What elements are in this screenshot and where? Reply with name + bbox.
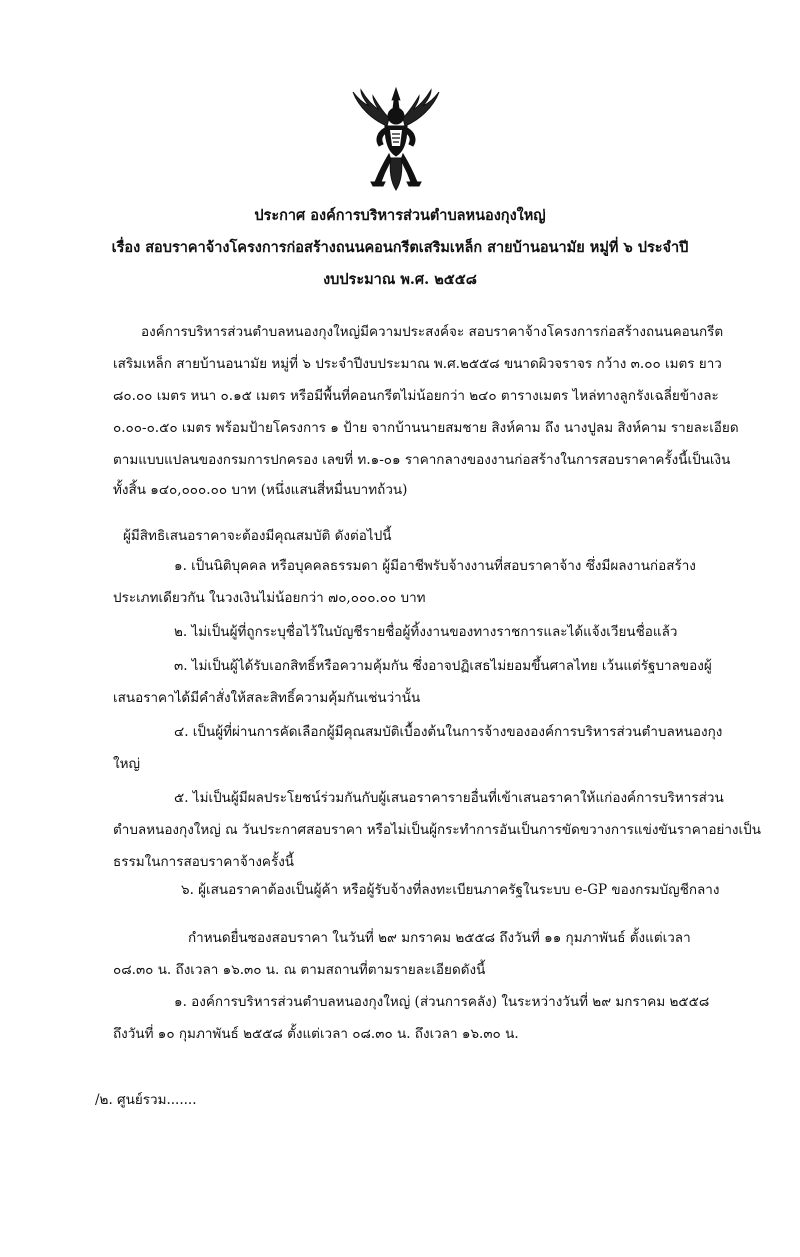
intro-line-4: ๐.๐๐-๐.๕๐ เมตร พร้อมป้ายโครงการ ๑ ป้าย จากบ้านนายสมชาย สิงห์คาม ถึง นางปูลม สิงห์คาม รายละเอียด — [113, 420, 739, 436]
title-line-2: เรื่อง สอบราคาจ้างโครงการก่อสร้างถนนคอนกรีตเสริมเหล็ก สายบ้านอนามัย หมู่ที่ ๖ ประจำปี — [111, 239, 689, 256]
qualification-5-line-2: ตำบลหนองกุงใหญ่ ณ วันประกาศสอบราคา หรือไม่เป็นผู้กระทำการอันเป็นการขัดขวางการแข่งขันราคาอย่างเป็น — [113, 822, 761, 838]
qualification-1-line-2: ประเภทเดียวกัน ในวงเงินไม่น้อยกว่า ๗๐,๐๐๐.๐๐ บาท — [113, 590, 426, 606]
qualification-1-line-1: ๑. เป็นนิติบุคคล หรือบุคคลธรรมดา ผู้มีอาชีพรับจ้างงานที่สอบราคาจ้าง ซึ่งมีผลงานก่อสร้าง — [174, 558, 696, 574]
schedule-item-1-line-1: ๑. องค์การบริหารส่วนตำบลหนองกุงใหญ่ (ส่วนการคลัง) ในระหว่างวันที่ ๒๙ มกราคม ๒๕๕๘ — [174, 994, 710, 1010]
schedule-line-1: กำหนดยื่นซองสอบราคา ในวันที่ ๒๙ มกราคม ๒๕๕๘ ถึงวันที่ ๑๑ กุมภาพันธ์ ตั้งแต่เวลา — [188, 930, 691, 946]
title-line-1: ประกาศ องค์การบริหารส่วนตำบลหนองกุงใหญ่ — [254, 207, 546, 224]
intro-line-6: ทั้งสิ้น ๑๔๐,๐๐๐.๐๐ บาท (หนึ่งแสนสี่หมื่นบาทถ้วน) — [113, 482, 408, 498]
qualification-2: ๒. ไม่เป็นผู้ที่ถูกระบุชื่อไว้ในบัญชีรายชื่อผู้ทิ้งงานของทางราชการและได้แจ้งเวียนชื่อแล้ว — [174, 624, 678, 640]
qualification-4-line-2: ใหญ่ — [113, 756, 140, 772]
qualification-6: ๖. ผู้เสนอราคาต้องเป็นผู้ค้า หรือผู้รับจ้างที่ลงทะเบียนภาครัฐในระบบ e-GP ของกรมบัญชีกลาง — [181, 882, 720, 898]
continuation-note: /๒. ศูนย์รวม....... — [95, 1092, 197, 1108]
schedule-line-2: ๐๘.๓๐ น. ถึงเวลา ๑๖.๓๐ น. ณ ตามสถานที่ตามรายละเอียดดังนี้ — [113, 962, 486, 978]
garuda-emblem-icon — [349, 86, 443, 192]
intro-line-1: องค์การบริหารส่วนตำบลหนองกุงใหญ่มีความประสงค์จะ สอบราคาจ้างโครงการก่อสร้างถนนคอนกรีต — [141, 324, 724, 340]
title-line-3: งบประมาณ พ.ศ. ๒๕๕๘ — [323, 271, 477, 288]
qualification-5-line-3: ธรรมในการสอบราคาจ้างครั้งนี้ — [113, 854, 295, 870]
schedule-item-1-line-2: ถึงวันที่ ๑๐ กุมภาพันธ์ ๒๕๕๘ ตั้งแต่เวลา ๐๘.๓๐ น. ถึงเวลา ๑๖.๓๐ น. — [113, 1026, 519, 1042]
qualification-3-line-1: ๓. ไม่เป็นผู้ได้รับเอกสิทธิ์หรือความคุ้มกัน ซึ่งอาจปฏิเสธไม่ยอมขึ้นศาลไทย เว้นแต่รัฐบาลของผู้ — [174, 658, 712, 674]
qualifications-heading: ผู้มีสิทธิเสนอราคาจะต้องมีคุณสมบัติ ดังต่อไปนี้ — [123, 528, 392, 544]
qualification-4-line-1: ๔. เป็นผู้ที่ผ่านการคัดเลือกผู้มีคุณสมบัติเบื้องต้นในการจ้างขององค์การบริหารส่วนตำบลหนองกุง — [174, 724, 723, 740]
intro-line-3: ๘๐.๐๐ เมตร หนา ๐.๑๕ เมตร หรือมีพื้นที่คอนกรีตไม่น้อยกว่า ๒๔๐ ตารางเมตร ไหล่ทางลูกรังเฉลี่ยข้างละ — [113, 388, 719, 404]
intro-line-5: ตามแบบแปลนของกรมการปกครอง เลขที่ ท.๑-๐๑ ราคากลางของงานก่อสร้างในการสอบราคาครั้งนี้เป็นเงิน — [113, 452, 731, 468]
qualification-5-line-1: ๕. ไม่เป็นผู้มีผลประโยชน์ร่วมกันกับผู้เสนอราคารายอื่นที่เข้าเสนอราคาให้แก่องค์การบริหารส่วน — [174, 790, 724, 806]
intro-line-2: เสริมเหล็ก สายบ้านอนามัย หมู่ที่ ๖ ประจำปีงบประมาณ พ.ศ.๒๕๕๘ ขนาดผิวจราจร กว้าง ๓.๐๐ เมตร ยาว — [113, 356, 722, 372]
qualification-3-line-2: เสนอราคาได้มีคำสั่งให้สละสิทธิ์ความคุ้มกันเช่นว่านั้น — [113, 690, 421, 706]
